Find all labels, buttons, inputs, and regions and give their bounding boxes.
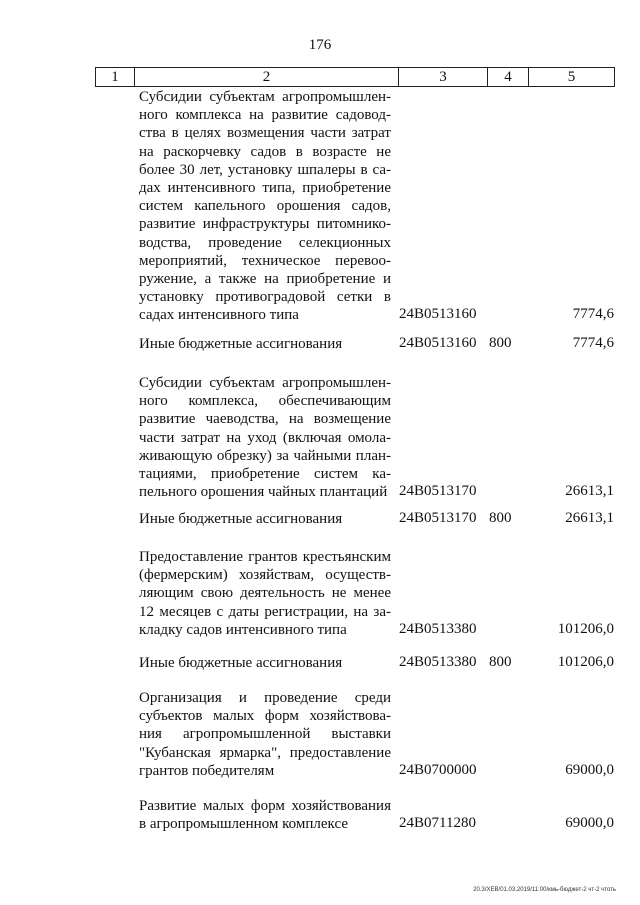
row-description: [139, 548, 391, 639]
description-line: садах интенсивного типа: [139, 307, 299, 324]
description-line: ляющим свою деятельность не менее: [139, 585, 391, 602]
description-line: мероприятий, техническое перевоо-: [139, 252, 391, 269]
description-line: (фермерским) хозяйствам, осуществ-: [139, 567, 391, 584]
row-description: [139, 510, 391, 528]
description-line: "Кубанская ярмарка", предоставление: [139, 744, 391, 761]
row-description: [139, 88, 391, 325]
description-line: Организация и проведение среди: [139, 690, 391, 706]
row-amount: 26613,1: [565, 483, 614, 500]
description-line: ного комплекса на развитие садовод-: [139, 107, 391, 124]
row-amount: 26613,1: [565, 510, 614, 526]
row-description: [139, 689, 391, 780]
description-line: кладку садов интенсивного типа: [139, 621, 347, 638]
description-line: систем капельного орошения садов,: [139, 198, 391, 215]
description-line: грантов победителям: [139, 762, 275, 779]
description-line: дах интенсивного типа, приобретение: [139, 180, 391, 197]
row-description: [139, 335, 391, 353]
row-expense-type: 800: [489, 510, 512, 526]
row-description: [139, 374, 391, 501]
description-line: на раскорчевку садов в возрасте не: [139, 143, 391, 160]
description-line: более 30 лет, установку шпалеры в са-: [139, 161, 391, 178]
row-expense-type: 800: [489, 335, 512, 351]
page-number: 176: [308, 37, 332, 53]
description-line: части затрат на уход (включая омола-: [139, 429, 391, 446]
row-code: 24В0700000: [399, 761, 477, 778]
description-line: в агропромышленном комплексе: [139, 816, 348, 833]
row-amount: 7774,6: [572, 306, 614, 323]
column-header-table: [95, 67, 615, 87]
description-line: установку противоградовой сетки в: [139, 289, 391, 306]
description-line: Субсидии субъектам агропромышлен-: [139, 89, 391, 105]
description-line: развитие инфраструктуры питомнико-: [139, 216, 391, 233]
column-header-5: 5: [529, 68, 615, 87]
description-line: Иные бюджетные ассигнования: [139, 655, 343, 671]
row-code: 24В0513160: [399, 306, 477, 323]
description-line: Субсидии субъектам агропромышлен-: [139, 375, 391, 391]
column-header-1: 1: [96, 68, 135, 87]
row-code: 24В0513160: [399, 335, 477, 351]
description-line: ства в целях возмещения части затрат: [139, 125, 391, 142]
column-header-3: 3: [399, 68, 488, 87]
description-line: Иные бюджетные ассигнования: [139, 336, 343, 352]
description-line: тациями, приобретение систем ка-: [139, 466, 391, 483]
description-line: Предоставление грантов крестьянским: [139, 549, 391, 565]
row-description: [139, 654, 391, 672]
row-amount: 101206,0: [557, 654, 614, 670]
description-line: ния агропромышленной выставки: [139, 726, 391, 743]
description-line: Иные бюджетные ассигнования: [139, 511, 343, 527]
row-amount: 7774,6: [572, 335, 614, 351]
row-expense-type: 800: [489, 654, 512, 670]
description-line: субъектов малых форм хозяйствова-: [139, 708, 391, 725]
footer-note: 20.3/ХЕВ/01.03.2019/11:00/кмь-бюджет-2 чт-2 чтоть: [473, 887, 616, 893]
description-line: ружение, а также на приобретение и: [139, 271, 391, 288]
column-header-4: 4: [488, 68, 529, 87]
row-amount: 101206,0: [557, 620, 614, 637]
description-line: 12 месяцев с даты регистрации, на за-: [139, 603, 391, 620]
column-header-2: 2: [135, 68, 399, 87]
row-code: 24В0711280: [399, 815, 476, 832]
row-code: 24В0513380: [399, 620, 477, 637]
row-description: [139, 797, 391, 833]
column-header-row: [96, 68, 615, 87]
row-code: 24В0513170: [399, 483, 477, 500]
row-code: 24В0513170: [399, 510, 477, 526]
row-code: 24В0513380: [399, 654, 477, 670]
row-amount: 69000,0: [565, 761, 614, 778]
description-line: водства, проведение селекционных: [139, 234, 391, 251]
description-line: Развитие малых форм хозяйствования: [139, 798, 391, 814]
description-line: развитие чаеводства, на возмещение: [139, 411, 391, 428]
description-line: ного комплекса, обеспечивающим: [139, 393, 391, 410]
row-amount: 69000,0: [565, 815, 614, 832]
description-line: живающую обрезку) за чайными план-: [139, 447, 391, 464]
description-line: пельного орошения чайных плантаций: [139, 484, 388, 501]
